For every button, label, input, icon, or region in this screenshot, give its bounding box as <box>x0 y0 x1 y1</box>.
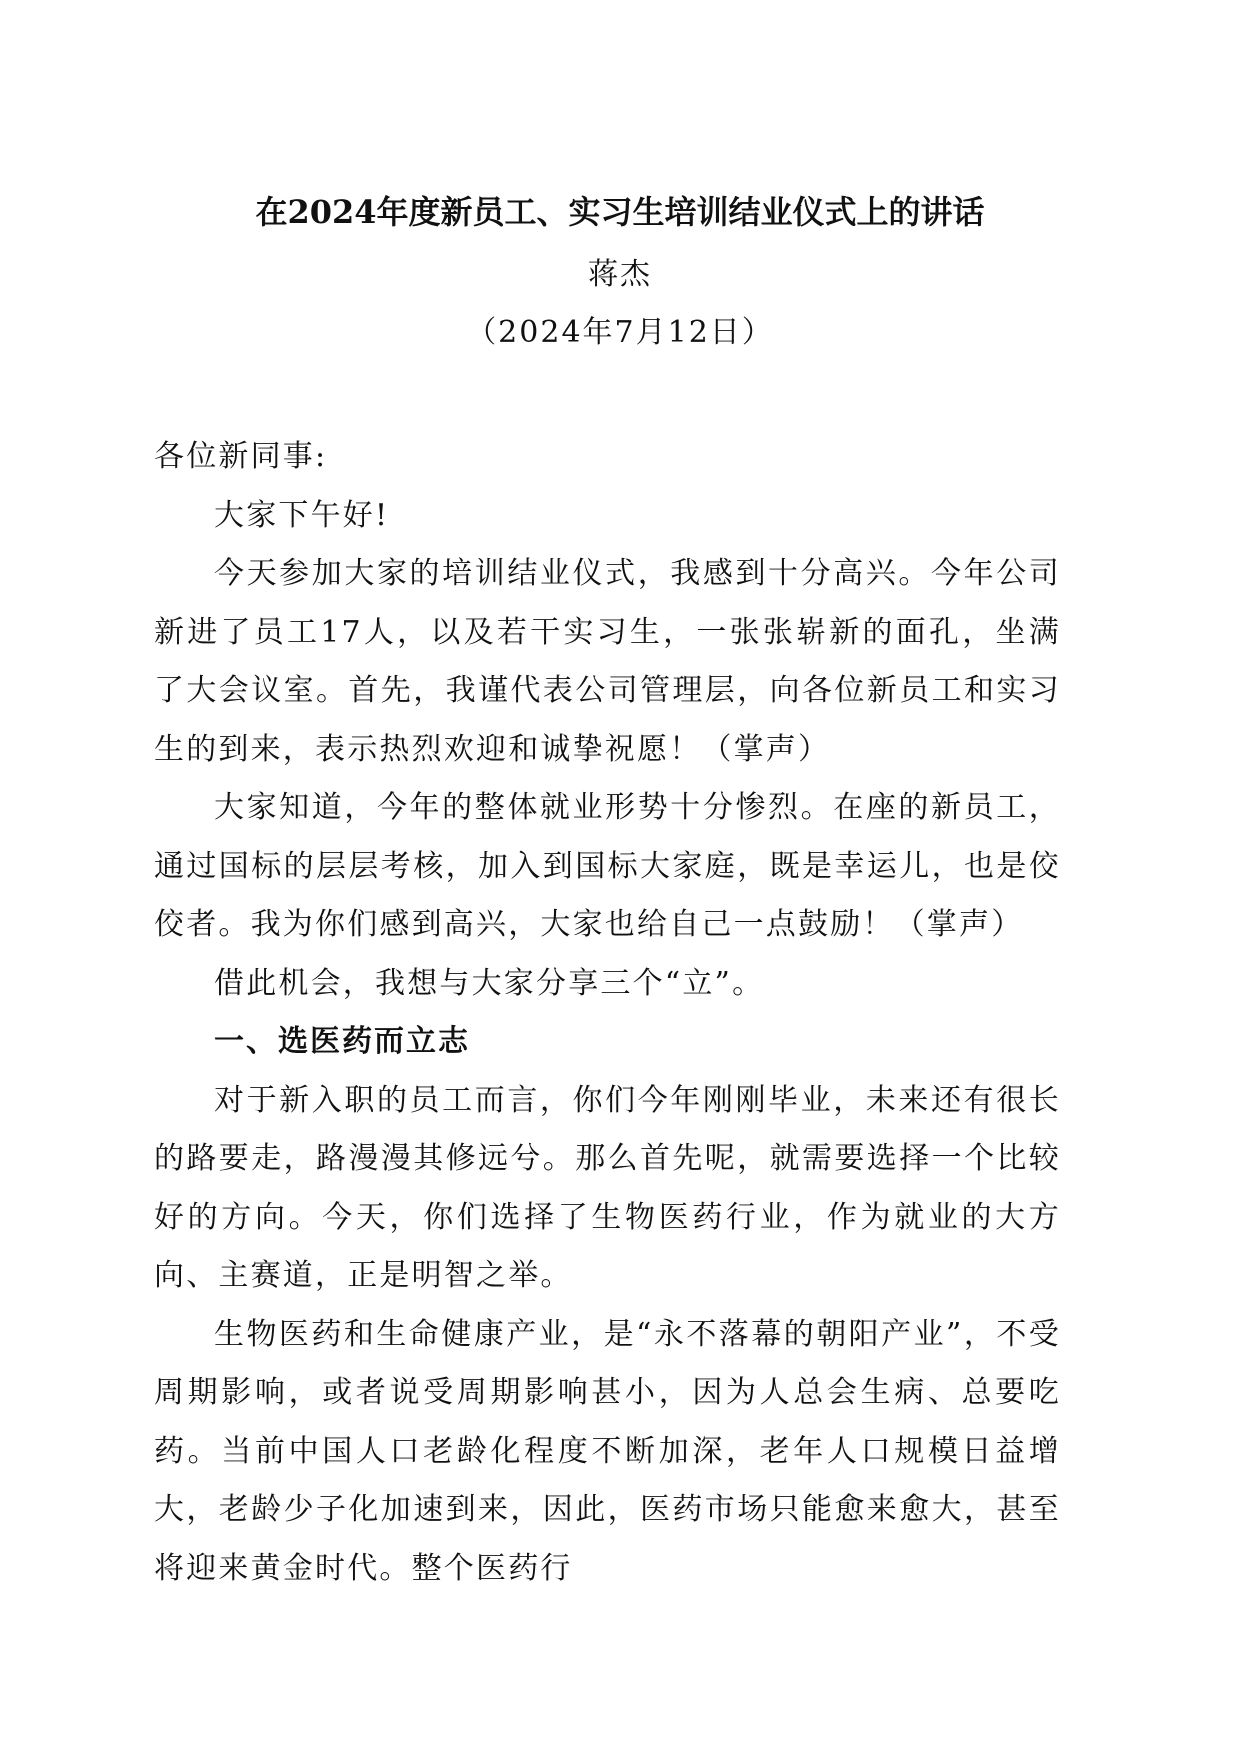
paragraph-direction: 对于新入职的员工而言，你们今年刚刚毕业，未来还有很长的路要走，路漫漫其修远兮。那么首先呢，就需要选择一个比较好的方向。今天，你们选择了生物医药行业，作为就业的大方向、主赛道，正是明智之举。 <box>154 1082 1061 1293</box>
paragraph-industry: 生物医药和生命健康产业，是“永不落幕的朝阳产业”，不受周期影响，或者说受周期影响甚小，因为人总会生病、总要吃药。当前中国人口老龄化程度不断加深，老年人口规模日益增大，老龄少子化加速到来，因此，医药市场只能愈来愈大，甚至将迎来黄金时代。整个医药行 <box>154 1316 1061 1586</box>
paragraph-employment: 大家知道，今年的整体就业形势十分惨烈。在座的新员工，通过国标的层层考核，加入到国标大家庭，既是幸运儿，也是佼佼者。我为你们感到高兴，大家也给自己一点鼓励！（掌声） <box>154 790 1061 942</box>
document-date: （2024年7月12日） <box>466 315 774 350</box>
document-title: 在2024年度新员工、实习生培训结业仪式上的讲话 <box>255 193 985 231</box>
salutation: 各位新同事: <box>154 439 328 474</box>
document-body <box>154 428 1061 1598</box>
paragraph-share: 借此机会，我想与大家分享三个“立”。 <box>214 965 765 1001</box>
document-author: 蒋杰 <box>588 257 652 292</box>
paragraph-greeting: 大家下午好! <box>214 497 390 533</box>
section-heading: 一、选医药而立志 <box>214 1024 470 1059</box>
paragraph-welcome: 今天参加大家的培训结业仪式，我感到十分高兴。今年公司新进了员工17人，以及若干实习生，一张张崭新的面孔，坐满了大会议室。首先，我谨代表公司管理层，向各位新员工和实习生的到来，表示热烈欢迎和诚挚祝愿！（掌声） <box>154 556 1061 767</box>
